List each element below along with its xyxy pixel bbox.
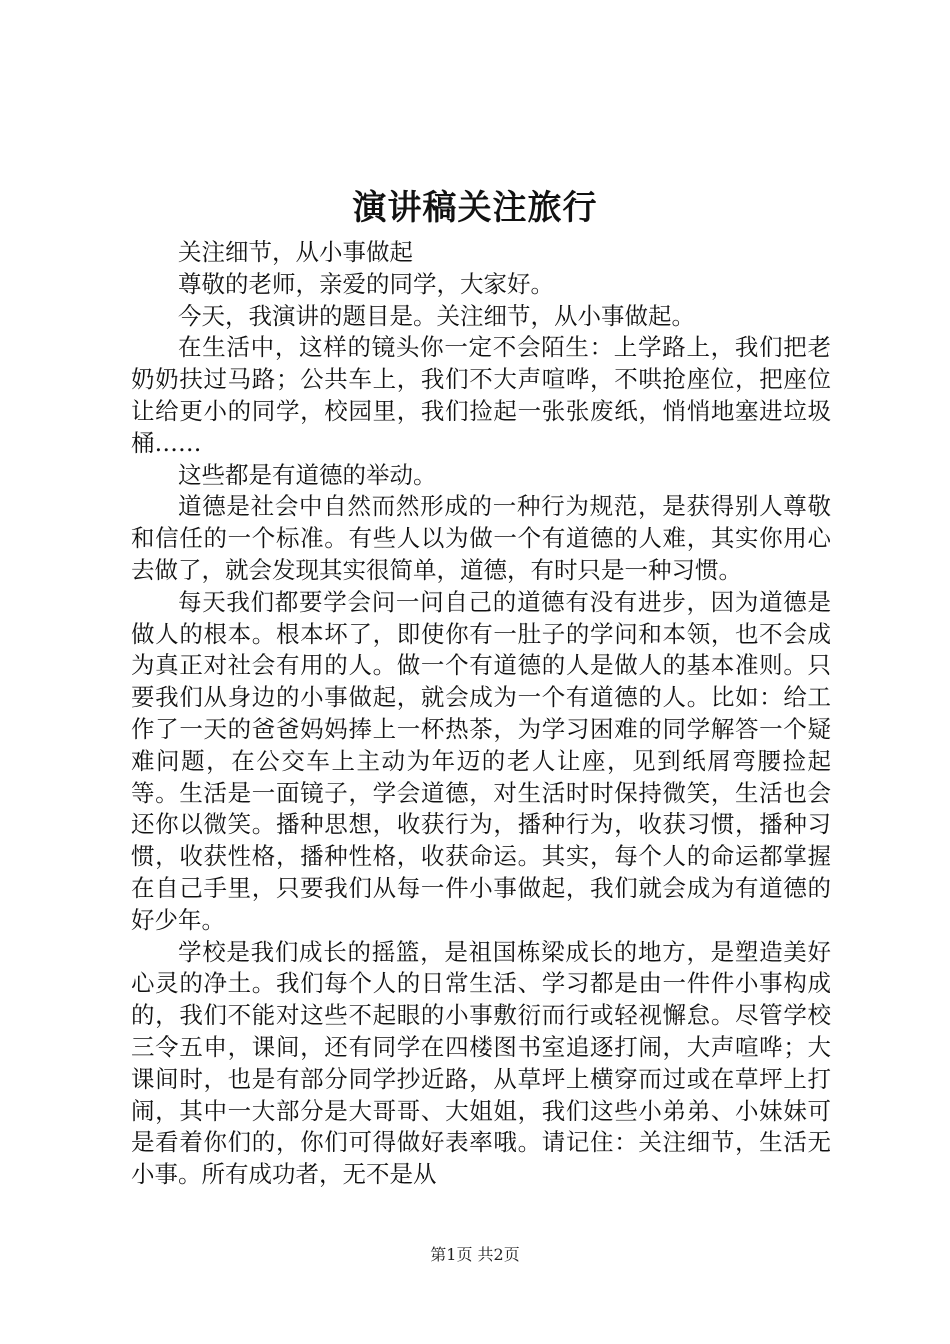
paragraph: 关注细节，从小事做起 xyxy=(178,238,413,266)
document-title: 演讲稿关注旅行 xyxy=(352,188,598,228)
page-number-footer: 第1页 共2页 xyxy=(430,1245,520,1264)
paragraph: 这些都是有道德的举动。 xyxy=(178,460,437,489)
paragraph: 今天，我演讲的题目是。关注细节，从小事做起。 xyxy=(178,301,695,330)
document-body xyxy=(131,237,831,1191)
paragraph: 道德是社会中自然而然形成的一种行为规范，是获得别人尊敬和信任的一个标准。有些人以为做一个有道德的人难，其实你用心去做了，就会发现其实很简单，道德，有时只是一种习惯。 xyxy=(131,492,831,584)
paragraph: 尊敬的老师，亲爱的同学，大家好。 xyxy=(178,269,554,298)
paragraph: 学校是我们成长的摇篮，是祖国栋梁成长的地方，是塑造美好心灵的净土。我们每个人的日常生活、学习都是由一件件小事构成的，我们不能对这些不起眼的小事敷衍而行或轻视懈怠。尽管学校三令五申，课间，还有同学在四楼图书室追逐打闹，大声喧哗；大课间时，也是有部分同学抄近路，从草坪上横穿而过或在草坪上打闹，其中一大部分是大哥哥、大姐姐，我们这些小弟弟、小妹妹可是看着你们的，你们可得做好表率哦。请记住：关注细节，生活无小事。所有成功者，无不是从 xyxy=(131,937,831,1189)
paragraph: 每天我们都要学会问一问自己的道德有没有进步，因为道德是做人的根本。根本坏了，即使你有一肚子的学问和本领，也不会成为真正对社会有用的人。做一个有道德的人是做人的基本准则。只要我们从身边的小事做起，就会成为一个有道德的人。比如：给工作了一天的爸爸妈妈捧上一杯热茶，为学习困难的同学解答一个疑难问题，在公交车上主动为年迈的老人让座，见到纸屑弯腰捡起等。生活是一面镜子，学会道德，对生活时时保持微笑，生活也会还你以微笑。播种思想，收获行为，播种行为，收获习惯，播种习惯，收获性格，播种性格，收获命运。其实，每个人的命运都掌握在自己手里，只要我们从每一件小事做起，我们就会成为有道德的好少年。 xyxy=(131,587,831,934)
paragraph: 在生活中，这样的镜头你一定不会陌生：上学路上，我们把老奶奶扶过马路；公共车上，我们不大声喧哗，不哄抢座位，把座位让给更小的同学，校园里，我们捡起一张张废纸，悄悄地塞进垃圾桶…… xyxy=(131,333,831,457)
